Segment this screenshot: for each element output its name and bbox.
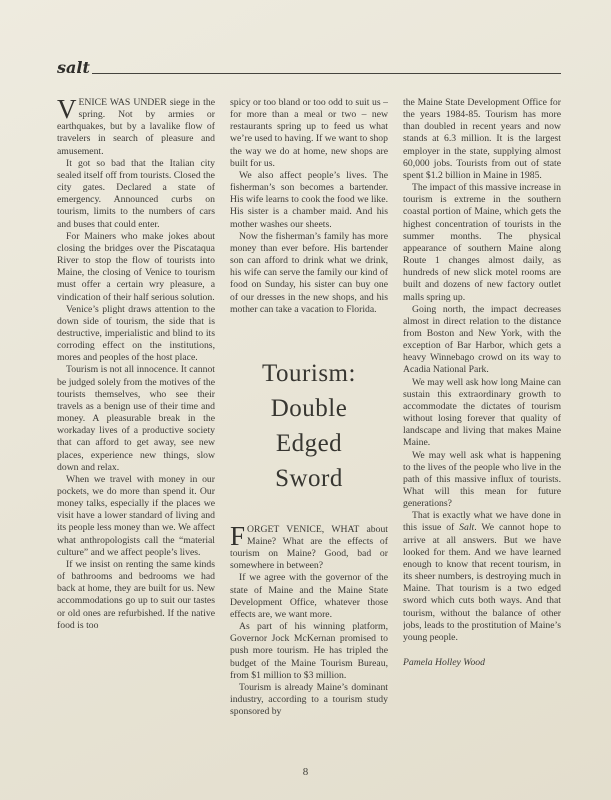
paragraph: Venice’s plight draws attention to the down side of tourism, the side that is destructive, imperialistic and blind to its corroding effect on the institutions, mores and peoples of the host place. [57, 303, 215, 364]
title-line-4: Sword [275, 464, 343, 492]
title-line-3: Edged [275, 429, 343, 457]
paragraph: We also affect people’s lives. The fisherman’s son becomes a bartender. His wife learns to cook the food we like. His sister is a chamber maid. And his mother washes our sheets. [230, 169, 388, 230]
paragraph: If we insist on renting the same kinds of bathrooms and bedrooms we had back at home, they are built for us. New accommodations go up to suit our tastes or old ones are refurbished. If the native food is too [57, 558, 215, 631]
byline: Pamela Holley Wood [403, 657, 485, 669]
article-title [230, 356, 388, 496]
paragraph-lead-venice [57, 97, 215, 158]
column-2 [230, 97, 388, 787]
paragraph: Going north, the impact decreases almost in direct relation to the distance from Boston and New York, with the exception of Bar Harbor, which gets a heavy Winnebago crowd on its way to Acadia National Park. [403, 303, 561, 376]
paragraph: When we travel with money in our pockets, we do more than spend it. Our money talks, especially if the places we visit have a lower standard of living and its people less money than we. We affect what anthropologists call the “material culture” and we affect people’s lives. [57, 473, 215, 558]
column-3 [403, 97, 561, 787]
article-body [57, 97, 561, 787]
paragraph-text: That is exactly what we have done in this issue of [403, 510, 561, 534]
paragraph-text: . We cannot hope to arrive at all answers. But we have looked for them. And we have learned enough to know that recent tourism, in its sheer numbers, is destroying much in Maine. That tourism is a two edged sword which cuts both ways. And that tourism, without the balance of other jobs, leads to the prostitution of Maine’s young people. [403, 522, 561, 643]
paragraph-continuation: spicy or too bland or too odd to suit us – for more than a meal or two – new restaurants spring up to feed us what we’re used to having. If we want to shop the way we do at home, new shops are built for us. [230, 97, 388, 169]
page-header [57, 60, 561, 76]
paragraph-continuation: the Maine State Development Office for the years 1984-85. Tourism has more than doubled in recent years and now stands at 6.3 million. It is the largest employer in the state, supplying almost 60,000 jobs. Tourists from out of state spent $1.2 billion in Maine in 1985. [403, 97, 561, 181]
paragraph: It got so bad that the Italian city sealed itself off from tourists. Closed the city gates. Declared a state of emergency. Announced curbs on tourism, limits to the numbers of cars and buses that could enter. [57, 157, 215, 230]
salt-issue-name: Salt [459, 522, 475, 534]
paragraph: Tourism is not all innocence. It cannot be judged solely from the motives of the tourists themselves, who see their travels as a benign use of their time and money. A pleasurable break in the workaday lives of a productive society that can afford to get away, see new places, experience new things, slow down and relax. [57, 364, 215, 473]
paragraph: If we agree with the governor of the state of Maine and the Maine State Development Office, whatever those effects are, we want more. [230, 572, 388, 620]
paragraph: Now the fisherman’s family has more money than ever before. His bartender son can afford to drink what we drink, his wife can serve the family our kind of food on Sunday, his sister can buy one of our dresses in the new shops, and his mother can take a vacation to Florida. [230, 230, 388, 315]
paragraph-with-italic [403, 510, 561, 644]
paragraph: We may well ask what is happening to the lives of the people who live in the path of this massive influx of tourists. What will this mean for future generations? [403, 449, 561, 510]
dropcap-v: V [57, 97, 77, 124]
dropcap-f: F [230, 520, 246, 551]
paragraph: We may well ask how long Maine can sustain this extraordinary growth to accommodate the dictates of tourism without losing forever that quality of landscape and living that makes Maine Maine. [403, 376, 561, 449]
paragraph-text: ENICE WAS UNDER siege in the spring. Not by armies or earthquakes, but by a lavalike flow of travelers in search of pleasure and amusement. [57, 97, 215, 157]
paragraph: As part of his winning platform, Governor Jock McKernan promised to push more tourism. He has tripled the budget of the Maine Tourism Bureau, from $1 million to $3 million. [230, 621, 388, 681]
paragraph: The impact of this massive increase in tourism is extreme in the southern coastal portion of Maine, which gets the highest concentration of tourists in the summer months. The physical appearance of southern Maine along Route 1 changes almost daily, as hundreds of new slick motel rooms are built and dozens of new factory outlet malls spring up. [403, 182, 561, 303]
paragraph-text: ORGET VENICE, WHAT about Maine? What are the effects of tourism on Maine? Good, bad or somewhere in between? [230, 523, 388, 572]
column-1 [57, 97, 215, 787]
page-number: 8 [302, 766, 309, 778]
paragraph: Tourism is already Maine’s dominant industry, according to a tourism study sponsored by [230, 681, 388, 718]
paragraph-lead-forget [230, 520, 388, 573]
paragraph: For Mainers who make jokes about closing the bridges over the Piscataqua River to stop the flow of tourists into Maine, the closing of Venice to tourism must offer a certain wry pleasure, a vindication of their half serious solution. [57, 230, 215, 303]
masthead-logo: salt [57, 58, 90, 77]
title-line-2: Double [270, 394, 348, 422]
header-rule [92, 73, 561, 74]
title-line-1: Tourism: [262, 359, 356, 387]
